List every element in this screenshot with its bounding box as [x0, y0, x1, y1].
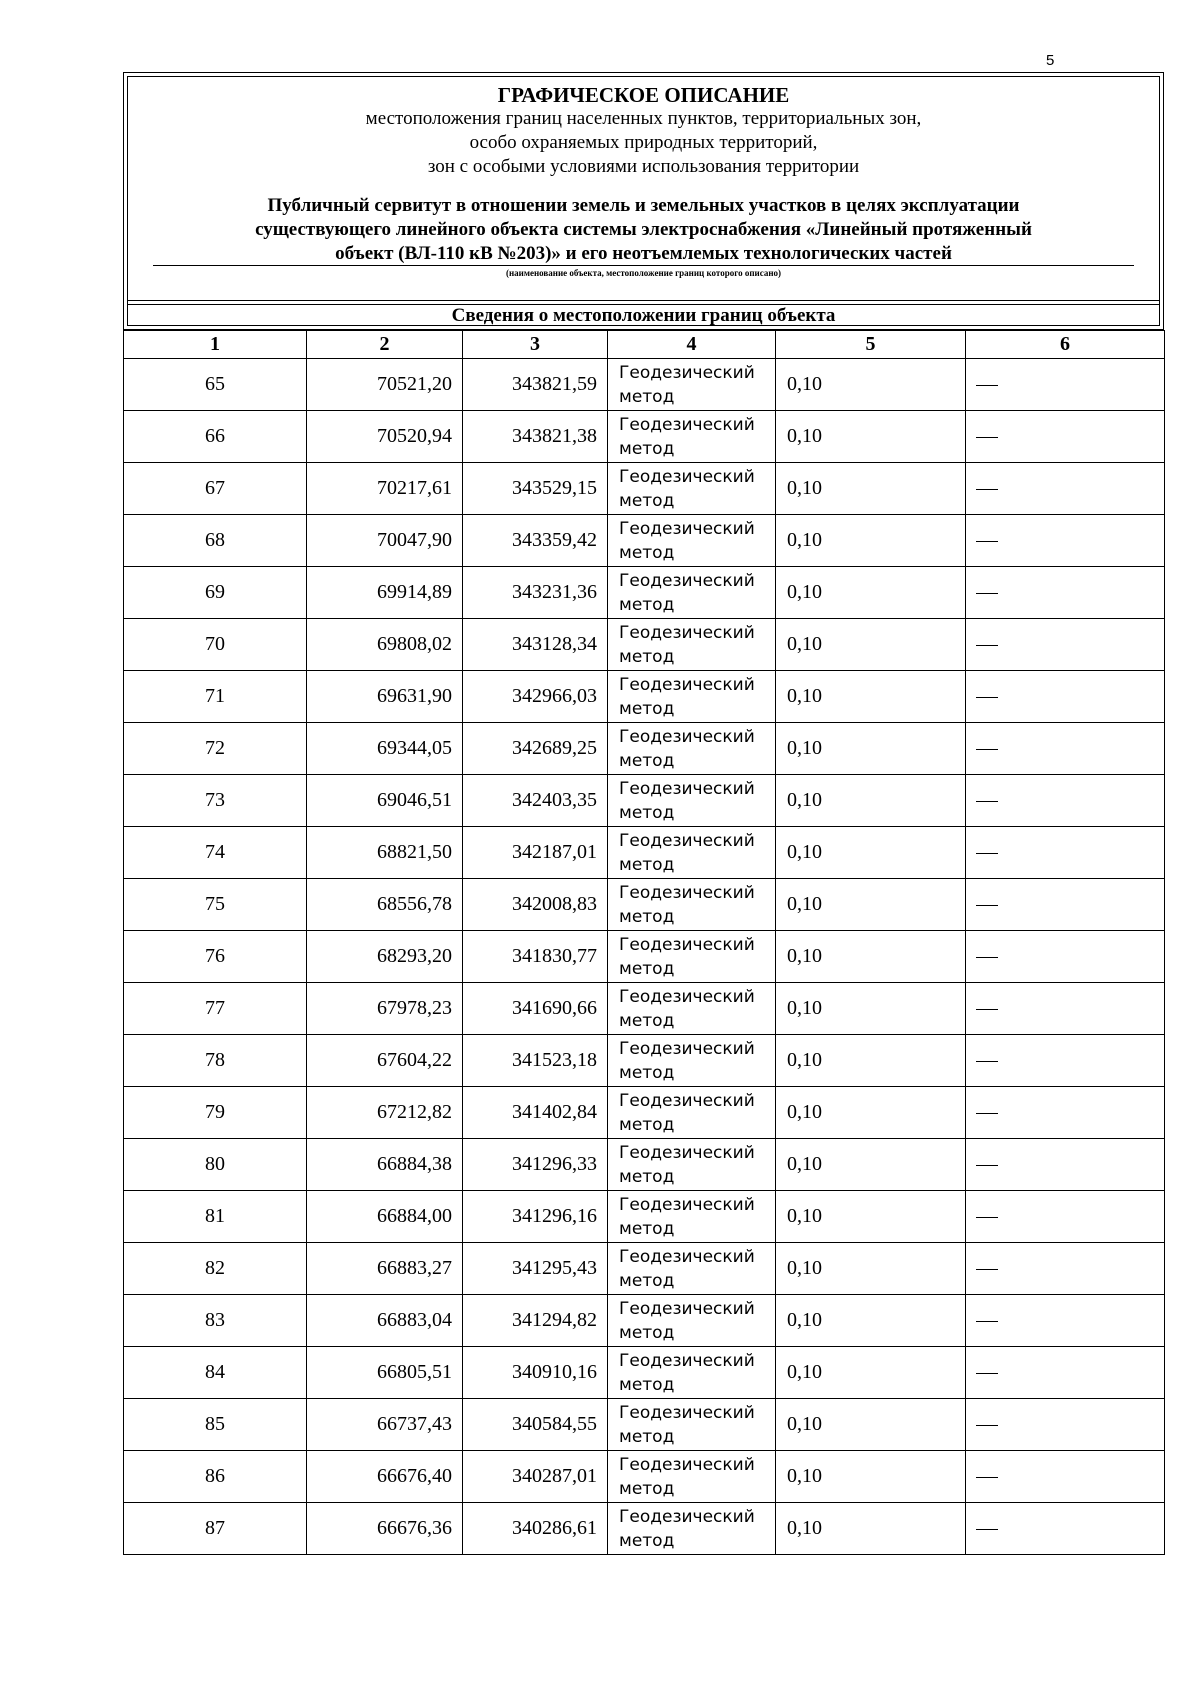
point-number-cell: 84	[124, 1347, 307, 1399]
accuracy-cell: 0,10	[776, 671, 966, 723]
accuracy-cell: 0,10	[776, 515, 966, 567]
description-cell	[966, 567, 1165, 619]
method-cell	[608, 1243, 776, 1295]
point-number-cell: 71	[124, 671, 307, 723]
dash-mark	[976, 541, 998, 542]
accuracy-cell: 0,10	[776, 1035, 966, 1087]
table-row	[124, 1087, 1165, 1139]
dash-mark	[976, 489, 998, 490]
coordinate-y-cell: 342403,35	[463, 775, 608, 827]
dash-mark	[976, 1373, 998, 1374]
method-line: Геодезический	[619, 674, 755, 695]
coordinate-x-cell: 69631,90	[307, 671, 463, 723]
method-line: Геодезический	[619, 1090, 755, 1111]
object-name-underline	[153, 265, 1134, 266]
point-number-cell: 80	[124, 1139, 307, 1191]
coordinate-x-cell: 66884,38	[307, 1139, 463, 1191]
coordinate-x-cell: 69914,89	[307, 567, 463, 619]
dash-mark	[976, 1321, 998, 1322]
method-line: Геодезический	[619, 518, 755, 539]
table-row	[124, 1399, 1165, 1451]
description-cell	[966, 1139, 1165, 1191]
dash-mark	[976, 1477, 998, 1478]
method-line: Геодезический	[619, 986, 755, 1007]
point-number-cell: 75	[124, 879, 307, 931]
point-number-cell: 86	[124, 1451, 307, 1503]
coordinate-x-cell: 69046,51	[307, 775, 463, 827]
description-cell	[966, 723, 1165, 775]
table-row	[124, 671, 1165, 723]
point-number-cell: 66	[124, 411, 307, 463]
method-cell	[608, 827, 776, 879]
coordinate-y-cell: 341295,43	[463, 1243, 608, 1295]
document-subtitle	[128, 107, 1159, 179]
table-row	[124, 515, 1165, 567]
coordinate-y-cell: 341296,33	[463, 1139, 608, 1191]
object-name-caption: (наименование объекта, местоположение границ которого описано)	[505, 268, 782, 278]
dash-mark	[976, 749, 998, 750]
description-cell	[966, 671, 1165, 723]
dash-mark	[976, 1061, 998, 1062]
coordinates-table	[123, 330, 1165, 1555]
point-number-cell: 83	[124, 1295, 307, 1347]
point-number-cell: 81	[124, 1191, 307, 1243]
description-cell	[966, 879, 1165, 931]
method-line: метод	[619, 1114, 675, 1135]
table-row	[124, 1243, 1165, 1295]
method-cell	[608, 775, 776, 827]
method-line: Геодезический	[619, 570, 755, 591]
table-row	[124, 1295, 1165, 1347]
coordinate-y-cell: 343359,42	[463, 515, 608, 567]
subtitle-line: особо охраняемых природных территорий,	[469, 132, 818, 153]
coordinate-x-cell: 66805,51	[307, 1347, 463, 1399]
method-line: метод	[619, 1218, 675, 1239]
coordinate-x-cell: 66883,04	[307, 1295, 463, 1347]
table-row	[124, 775, 1165, 827]
method-line: Геодезический	[619, 1142, 755, 1163]
coordinate-y-cell: 343529,15	[463, 463, 608, 515]
column-header: 5	[776, 331, 966, 359]
dash-mark	[976, 593, 998, 594]
table-row	[124, 723, 1165, 775]
method-cell	[608, 1295, 776, 1347]
point-number-cell: 65	[124, 359, 307, 411]
table-row	[124, 567, 1165, 619]
description-cell	[966, 775, 1165, 827]
section-title: Сведения о местоположении границ объекта	[451, 305, 836, 326]
dash-mark	[976, 957, 998, 958]
method-line: метод	[619, 1478, 675, 1499]
method-cell	[608, 1191, 776, 1243]
dash-mark	[976, 1425, 998, 1426]
description-cell	[966, 463, 1165, 515]
document-title: ГРАФИЧЕСКОЕ ОПИСАНИЕ	[497, 83, 790, 107]
coordinate-y-cell: 343231,36	[463, 567, 608, 619]
point-number-cell: 77	[124, 983, 307, 1035]
object-name-line: существующего линейного объекта системы электроснабжения «Линейный протяженный	[255, 219, 1032, 240]
method-line: метод	[619, 490, 675, 511]
column-header: 1	[124, 331, 307, 359]
method-line: метод	[619, 698, 675, 719]
coordinate-x-cell: 70521,20	[307, 359, 463, 411]
coordinate-y-cell: 343128,34	[463, 619, 608, 671]
accuracy-cell: 0,10	[776, 1139, 966, 1191]
table-row	[124, 463, 1165, 515]
description-cell	[966, 1191, 1165, 1243]
method-cell	[608, 359, 776, 411]
method-cell	[608, 1399, 776, 1451]
column-header: 6	[966, 331, 1165, 359]
dash-mark	[976, 697, 998, 698]
method-line: Геодезический	[619, 466, 755, 487]
description-cell	[966, 1087, 1165, 1139]
method-line: метод	[619, 542, 675, 563]
method-line: Геодезический	[619, 414, 755, 435]
accuracy-cell: 0,10	[776, 411, 966, 463]
method-cell	[608, 411, 776, 463]
method-line: метод	[619, 594, 675, 615]
description-cell	[966, 1035, 1165, 1087]
method-line: метод	[619, 906, 675, 927]
coordinate-x-cell: 67604,22	[307, 1035, 463, 1087]
dash-mark	[976, 385, 998, 386]
accuracy-cell: 0,10	[776, 567, 966, 619]
coordinate-y-cell: 341830,77	[463, 931, 608, 983]
coordinate-x-cell: 68556,78	[307, 879, 463, 931]
coordinate-x-cell: 69808,02	[307, 619, 463, 671]
coordinate-y-cell: 340910,16	[463, 1347, 608, 1399]
method-line: Геодезический	[619, 1038, 755, 1059]
method-line: Геодезический	[619, 1246, 755, 1267]
point-number-cell: 68	[124, 515, 307, 567]
description-cell	[966, 983, 1165, 1035]
dash-mark	[976, 1529, 998, 1530]
description-cell	[966, 619, 1165, 671]
accuracy-cell: 0,10	[776, 1347, 966, 1399]
method-line: метод	[619, 1270, 675, 1291]
accuracy-cell: 0,10	[776, 931, 966, 983]
coordinate-x-cell: 66676,40	[307, 1451, 463, 1503]
method-cell	[608, 983, 776, 1035]
coordinate-y-cell: 343821,59	[463, 359, 608, 411]
coordinate-x-cell: 66884,00	[307, 1191, 463, 1243]
method-cell	[608, 1035, 776, 1087]
accuracy-cell: 0,10	[776, 463, 966, 515]
method-line: метод	[619, 854, 675, 875]
dash-mark	[976, 905, 998, 906]
method-line: Геодезический	[619, 830, 755, 851]
table-row	[124, 619, 1165, 671]
point-number-cell: 82	[124, 1243, 307, 1295]
dash-mark	[976, 1009, 998, 1010]
point-number-cell: 87	[124, 1503, 307, 1555]
point-number-cell: 67	[124, 463, 307, 515]
accuracy-cell: 0,10	[776, 827, 966, 879]
method-line: метод	[619, 646, 675, 667]
description-cell	[966, 827, 1165, 879]
accuracy-cell: 0,10	[776, 723, 966, 775]
accuracy-cell: 0,10	[776, 775, 966, 827]
object-name-line: Публичный сервитут в отношении земель и земельных участков в целях эксплуатации	[267, 195, 1020, 216]
coordinate-y-cell: 340286,61	[463, 1503, 608, 1555]
description-cell	[966, 1295, 1165, 1347]
description-cell	[966, 411, 1165, 463]
method-line: Геодезический	[619, 1402, 755, 1423]
page-number: 5	[1046, 52, 1055, 69]
point-number-cell: 72	[124, 723, 307, 775]
subtitle-line: зон с особыми условиями использования территории	[427, 156, 860, 177]
method-line: метод	[619, 802, 675, 823]
method-line: Геодезический	[619, 1506, 755, 1527]
point-number-cell: 69	[124, 567, 307, 619]
coordinate-x-cell: 69344,05	[307, 723, 463, 775]
column-header: 2	[307, 331, 463, 359]
method-line: Геодезический	[619, 622, 755, 643]
coordinate-x-cell: 66737,43	[307, 1399, 463, 1451]
coordinate-y-cell: 342187,01	[463, 827, 608, 879]
method-line: метод	[619, 750, 675, 771]
subtitle-line: местоположения границ населенных пунктов, территориальных зон,	[365, 108, 922, 129]
method-line: Геодезический	[619, 1194, 755, 1215]
method-line: метод	[619, 1166, 675, 1187]
object-name-line: объект (ВЛ-110 кВ №203)» и его неотъемлемых технологических частей	[335, 243, 952, 264]
table-row	[124, 1191, 1165, 1243]
accuracy-cell: 0,10	[776, 619, 966, 671]
accuracy-cell: 0,10	[776, 1451, 966, 1503]
description-cell	[966, 359, 1165, 411]
table-row	[124, 983, 1165, 1035]
method-line: метод	[619, 1374, 675, 1395]
coordinate-y-cell: 342966,03	[463, 671, 608, 723]
coordinate-x-cell: 67978,23	[307, 983, 463, 1035]
point-number-cell: 85	[124, 1399, 307, 1451]
description-cell	[966, 931, 1165, 983]
coordinate-x-cell: 66883,27	[307, 1243, 463, 1295]
method-cell	[608, 1451, 776, 1503]
table-row	[124, 1347, 1165, 1399]
description-cell	[966, 1399, 1165, 1451]
method-cell	[608, 931, 776, 983]
method-cell	[608, 515, 776, 567]
accuracy-cell: 0,10	[776, 1087, 966, 1139]
table-row	[124, 1035, 1165, 1087]
header-inner-frame	[127, 76, 1160, 326]
accuracy-cell: 0,10	[776, 879, 966, 931]
method-line: метод	[619, 1530, 675, 1551]
object-name	[128, 194, 1159, 266]
method-line: Геодезический	[619, 934, 755, 955]
accuracy-cell: 0,10	[776, 983, 966, 1035]
method-line: метод	[619, 1426, 675, 1447]
accuracy-cell: 0,10	[776, 359, 966, 411]
coordinate-y-cell: 341402,84	[463, 1087, 608, 1139]
table-row	[124, 879, 1165, 931]
method-line: метод	[619, 958, 675, 979]
coordinate-x-cell: 68293,20	[307, 931, 463, 983]
table-row	[124, 827, 1165, 879]
dash-mark	[976, 1113, 998, 1114]
accuracy-cell: 0,10	[776, 1191, 966, 1243]
dash-mark	[976, 853, 998, 854]
coordinate-y-cell: 341296,16	[463, 1191, 608, 1243]
dash-mark	[976, 437, 998, 438]
coordinate-x-cell: 67212,82	[307, 1087, 463, 1139]
method-cell	[608, 1347, 776, 1399]
table-row	[124, 359, 1165, 411]
description-cell	[966, 1451, 1165, 1503]
method-line: метод	[619, 438, 675, 459]
table-row	[124, 411, 1165, 463]
coordinate-x-cell: 70520,94	[307, 411, 463, 463]
method-cell	[608, 463, 776, 515]
description-cell	[966, 1243, 1165, 1295]
method-line: Геодезический	[619, 778, 755, 799]
coordinate-x-cell: 66676,36	[307, 1503, 463, 1555]
method-line: Геодезический	[619, 1298, 755, 1319]
method-cell	[608, 879, 776, 931]
coordinate-x-cell: 68821,50	[307, 827, 463, 879]
point-number-cell: 70	[124, 619, 307, 671]
point-number-cell: 79	[124, 1087, 307, 1139]
coordinate-x-cell: 70217,61	[307, 463, 463, 515]
method-cell	[608, 1503, 776, 1555]
accuracy-cell: 0,10	[776, 1399, 966, 1451]
method-line: Геодезический	[619, 882, 755, 903]
point-number-cell: 73	[124, 775, 307, 827]
coordinate-y-cell: 343821,38	[463, 411, 608, 463]
table-body	[124, 359, 1165, 1555]
header-frame	[123, 72, 1164, 330]
point-number-cell: 74	[124, 827, 307, 879]
description-cell	[966, 1503, 1165, 1555]
method-line: Геодезический	[619, 362, 755, 383]
accuracy-cell: 0,10	[776, 1295, 966, 1347]
table-row	[124, 1139, 1165, 1191]
method-cell	[608, 1139, 776, 1191]
point-number-cell: 76	[124, 931, 307, 983]
method-line: метод	[619, 386, 675, 407]
coordinate-y-cell: 342008,83	[463, 879, 608, 931]
coordinate-y-cell: 341523,18	[463, 1035, 608, 1087]
coordinate-y-cell: 341294,82	[463, 1295, 608, 1347]
description-cell	[966, 1347, 1165, 1399]
method-line: метод	[619, 1010, 675, 1031]
method-cell	[608, 671, 776, 723]
point-number-cell: 78	[124, 1035, 307, 1087]
coordinate-y-cell: 341690,66	[463, 983, 608, 1035]
table-row	[124, 931, 1165, 983]
method-line: метод	[619, 1062, 675, 1083]
dash-mark	[976, 645, 998, 646]
description-cell	[966, 515, 1165, 567]
method-cell	[608, 1087, 776, 1139]
method-line: Геодезический	[619, 1454, 755, 1475]
coordinate-y-cell: 340584,55	[463, 1399, 608, 1451]
table-header-row	[124, 331, 1165, 359]
column-header: 3	[463, 331, 608, 359]
column-header: 4	[608, 331, 776, 359]
coordinate-x-cell: 70047,90	[307, 515, 463, 567]
method-cell	[608, 567, 776, 619]
method-cell	[608, 619, 776, 671]
table-row	[124, 1503, 1165, 1555]
method-line: Геодезический	[619, 1350, 755, 1371]
method-line: метод	[619, 1322, 675, 1343]
accuracy-cell: 0,10	[776, 1503, 966, 1555]
accuracy-cell: 0,10	[776, 1243, 966, 1295]
coordinate-y-cell: 342689,25	[463, 723, 608, 775]
dash-mark	[976, 1269, 998, 1270]
coordinate-y-cell: 340287,01	[463, 1451, 608, 1503]
method-cell	[608, 723, 776, 775]
method-line: Геодезический	[619, 726, 755, 747]
dash-mark	[976, 1165, 998, 1166]
dash-mark	[976, 1217, 998, 1218]
dash-mark	[976, 801, 998, 802]
table-row	[124, 1451, 1165, 1503]
